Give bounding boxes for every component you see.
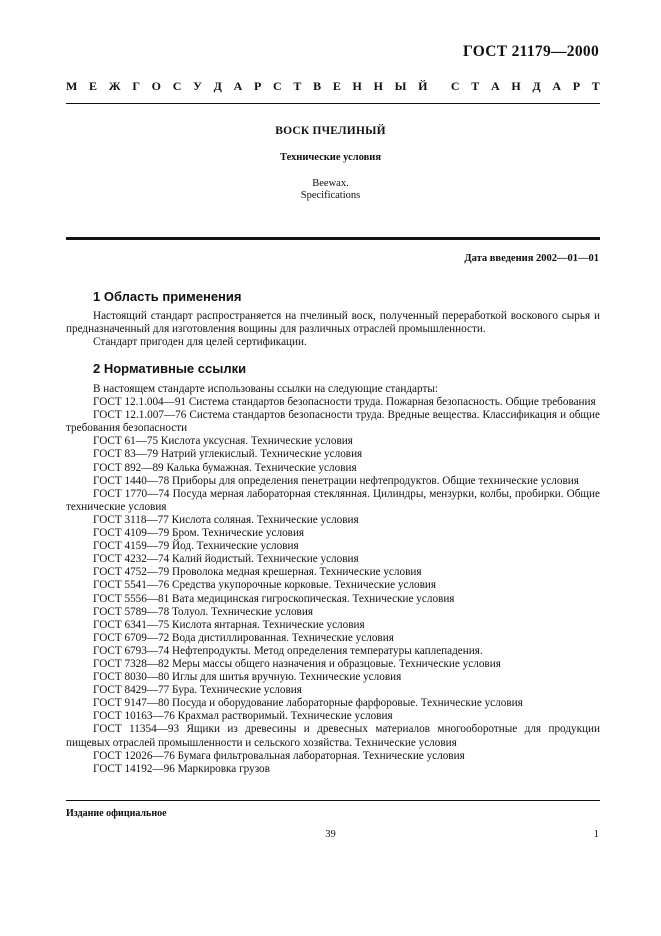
banner-letter: А <box>490 79 500 93</box>
reference-item: ГОСТ 1770—74 Посуда мерная лабораторная стеклянная. Цилиндры, мензурки, колбы, пробирки. Общие технические условия <box>66 487 600 513</box>
banner-letter: Е <box>332 79 341 93</box>
banner-letter: Й <box>418 79 428 93</box>
banner-letter: А <box>233 79 243 93</box>
document-subtitle: Технические условия <box>279 152 382 163</box>
reference-item: ГОСТ 83—79 Натрий углекислый. Технические условия <box>93 448 363 461</box>
reference-item: ГОСТ 12.1.007—76 Система стандартов безопасности труда. Вредные вещества. Классификация и общие требования безопасности <box>66 409 600 435</box>
top-divider <box>66 103 600 104</box>
section-2-heading: 2 Нормативные ссылки <box>93 361 247 376</box>
document-number: ГОСТ 21179—2000 <box>462 43 599 60</box>
reference-item: ГОСТ 5789—78 Толуол. Технические условия <box>93 605 313 618</box>
reference-item: ГОСТ 3118—77 Кислота соляная. Технические условия <box>93 513 359 526</box>
banner-letter: Т <box>293 79 302 93</box>
english-title <box>0 178 661 202</box>
english-title-line: Specifications <box>300 190 361 201</box>
paragraph: Стандарт пригоден для целей сертификации. <box>93 336 307 349</box>
banner-letter: Н <box>373 79 383 93</box>
reference-item: ГОСТ 11354—93 Ящики из древесины и древесных материалов многооборотные для продукции пищевых отраслей промышленности и сельского хозяйства. Технические условия <box>66 723 600 749</box>
banner-letter: Г <box>132 79 140 93</box>
banner-letter: С <box>273 79 282 93</box>
banner-letter: О <box>151 79 162 93</box>
footer-divider <box>66 800 600 801</box>
banner-letter: Р <box>253 79 262 93</box>
reference-item: ГОСТ 4752—79 Проволока медная крешерная. Технические условия <box>93 566 422 579</box>
banner-letter: У <box>193 79 202 93</box>
reference-item: ГОСТ 892—89 Калька бумажная. Технические условия <box>93 461 357 474</box>
reference-item: ГОСТ 8429—77 Бура. Технические условия <box>93 684 302 697</box>
reference-item: ГОСТ 12.1.004—91 Система стандартов безопасности труда. Пожарная безопасность. Общие требования <box>93 396 596 409</box>
reference-item: ГОСТ 4159—79 Йод. Технические условия <box>93 540 299 553</box>
references-intro: В настоящем стандарте использованы ссылки на следующие стандарты: <box>93 383 438 395</box>
banner-letter: Т <box>591 79 600 93</box>
standard-type-banner <box>66 79 600 94</box>
sheet-number: 1 <box>593 829 599 840</box>
english-title-line: Beewax. <box>312 178 349 189</box>
banner-letter: С <box>450 79 460 93</box>
reference-item: ГОСТ 8030—80 Иглы для шитья вручную. Технические условия <box>93 671 402 684</box>
references-list <box>66 383 600 776</box>
paragraph: Настоящий стандарт распространяется на пчелиный воск, полученный переработкой воскового сырья и предназначенный для изготовления вощины для различных отраслей промышленности. <box>66 310 600 336</box>
reference-item: ГОСТ 7328—82 Меры массы общего назначения и образцовые. Технические условия <box>93 657 501 670</box>
banner-letter: Т <box>471 79 480 93</box>
reference-item: ГОСТ 61—75 Кислота уксусная. Технические условия <box>93 435 353 448</box>
banner-letter: С <box>172 79 182 93</box>
reference-item: ГОСТ 5541—76 Средства укупорочные корковые. Технические условия <box>93 579 437 592</box>
banner-letter: А <box>552 79 562 93</box>
banner-letter: Р <box>572 79 581 93</box>
banner-letter: Д <box>213 79 222 93</box>
reference-item: ГОСТ 4232—74 Калий йодистый. Технические условия <box>93 553 359 566</box>
reference-item: ГОСТ 1440—78 Приборы для определения пенетрации нефтепродуктов. Общие технические условия <box>93 474 579 487</box>
reference-item: ГОСТ 5556—81 Вата медицинская гигроскопическая. Технические условия <box>93 592 455 605</box>
reference-item: ГОСТ 6793—74 Нефтепродукты. Метод определения температуры каплепадения. <box>93 644 483 657</box>
reference-item: ГОСТ 9147—80 Посуда и оборудование лабораторные фарфоровые. Технические условия <box>93 697 523 710</box>
banner-letter: Е <box>89 79 98 93</box>
banner-letter: Ы <box>394 79 407 93</box>
reference-item: ГОСТ 10163—76 Крахмал растворимый. Технические условия <box>93 710 393 723</box>
banner-letter: Н <box>352 79 362 93</box>
reference-item: ГОСТ 14192—96 Маркировка грузов <box>93 762 270 775</box>
banner-letter: Ж <box>108 79 121 93</box>
reference-item: ГОСТ 6709—72 Вода дистиллированная. Технические условия <box>93 631 394 644</box>
page-number: 39 <box>325 829 336 840</box>
effective-date: Дата введения 2002—01—01 <box>464 253 599 264</box>
section-1-body <box>66 310 600 349</box>
reference-item: ГОСТ 12026—76 Бумага фильтровальная лабораторная. Технические условия <box>93 749 465 762</box>
banner-letter: Д <box>532 79 541 93</box>
banner-letter: Н <box>511 79 521 93</box>
reference-item: ГОСТ 4109—79 Бром. Технические условия <box>93 527 305 540</box>
reference-item: ГОСТ 6341—75 Кислота янтарная. Технические условия <box>93 618 365 631</box>
edition-label: Издание официальное <box>66 808 167 819</box>
title-divider <box>66 237 600 240</box>
document-title: ВОСК ПЧЕЛИНЫЙ <box>275 125 386 137</box>
banner-letter: М <box>66 79 78 93</box>
section-1-heading: 1 Область применения <box>93 289 242 304</box>
banner-letter: В <box>313 79 322 93</box>
